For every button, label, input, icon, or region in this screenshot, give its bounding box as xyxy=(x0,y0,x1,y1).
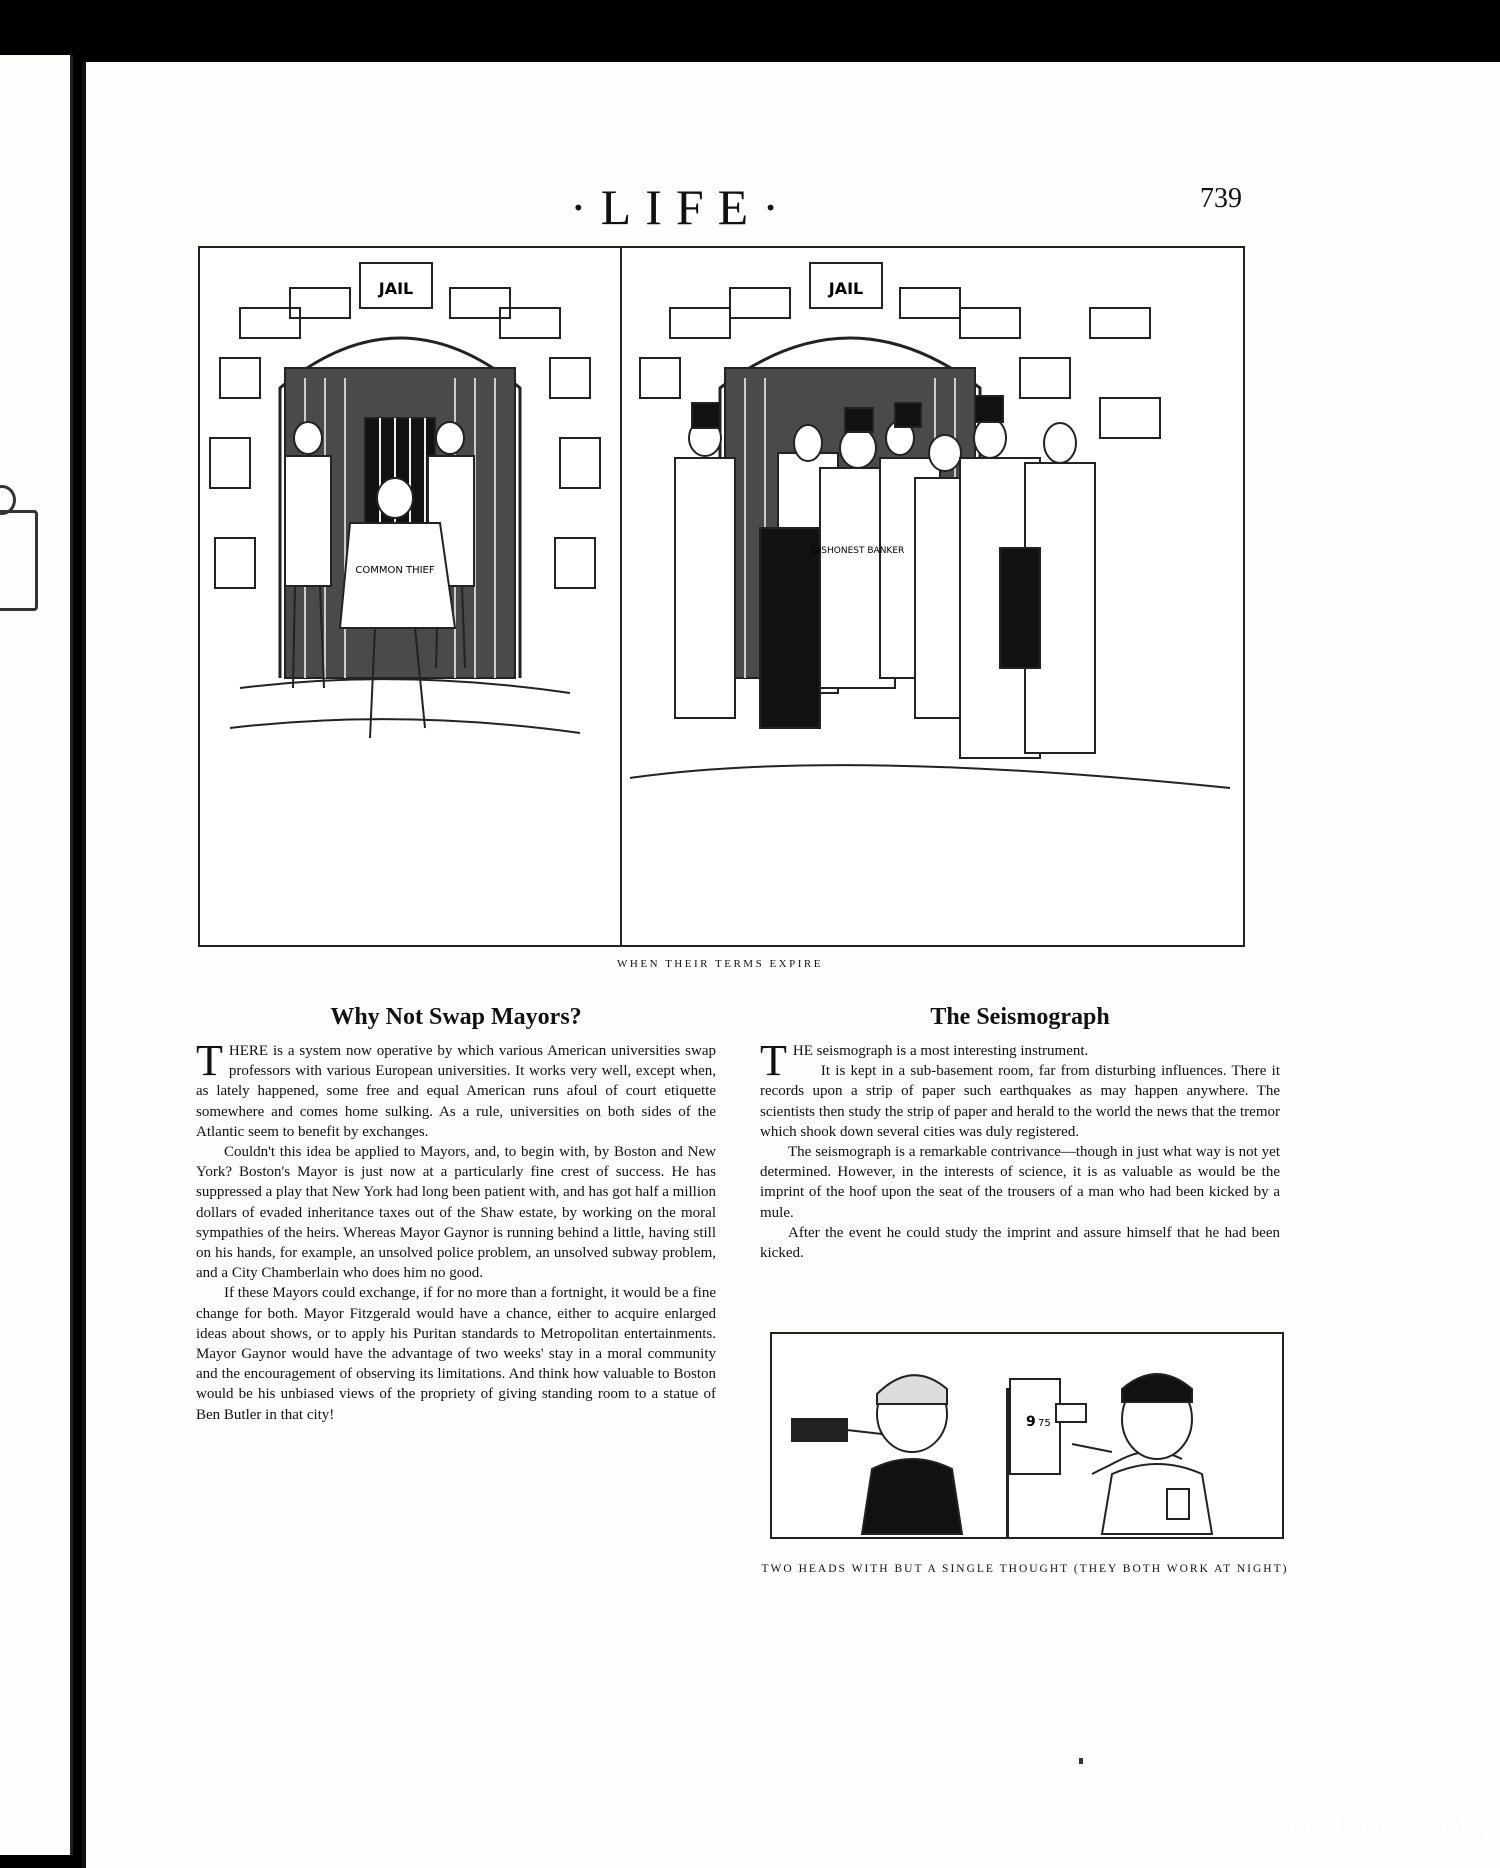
facing-page-edge xyxy=(0,55,73,1855)
meter-digit-right: 75 xyxy=(1038,1418,1051,1429)
site-watermark: comicbooks.com xyxy=(1230,1810,1490,1846)
jail-cartoon-illustration xyxy=(200,248,1243,945)
common-thief-label: COMMON THIEF xyxy=(355,565,435,576)
article-paragraph: Couldn't this idea be applied to Mayors, and, to begin with, by Boston and New York? Boston's Mayor is just now at a particularly fine crest of success. He has suppressed a play that New York had long been patient with, and has got half a million dollars of evaded inheritance taxes out of the Shaw estate, by working on the moral sympathies of the heirs. Whereas Mayor Gaynor is running behind a little, having still on his hands, for example, an unsolved police problem, an unsolved subway problem, and a City Chamberlain who does him no good. xyxy=(196,1144,716,1282)
article-paragraph: If these Mayors could exchange, if for no more than a fortnight, it would be a fine change for both. Mayor Fitzgerald would have a chance, either to acquire enlarged ideas about shows, or to apply his Puritan standards to Metropolitan entertainments. Mayor Gaynor would have the advantage of two weeks' stay in a moral community and the encouragement of observing its limitations. And think how valuable to Boston would be his unbiased views of the propriety of giving standing room to a statue of Ben Butler in that city! xyxy=(196,1285,716,1423)
masthead: ·LIFE· xyxy=(570,179,793,235)
small-cartoon-illustration xyxy=(772,1334,1282,1537)
facing-page-illustration-fragment-2 xyxy=(0,510,38,611)
dishonest-banker-label: DISHONEST BANKER xyxy=(811,546,905,556)
jail-sign-1: JAIL xyxy=(378,279,414,298)
small-cartoon-caption: TWO HEADS WITH BUT A SINGLE THOUGHT (THEY BOTH WORK AT NIGHT) xyxy=(761,1563,1289,1575)
drop-cap: T xyxy=(196,1036,223,1085)
drop-cap: T xyxy=(760,1036,787,1085)
burglar-policeman-cartoon xyxy=(770,1332,1284,1539)
page-binding-edge xyxy=(82,62,86,1868)
article-paragraph: After the event he could study the imprint and assure himself that he had been kicked. xyxy=(760,1224,1280,1262)
article-paragraph: THE seismograph is a most interesting instrument. xyxy=(760,1036,1089,1085)
article-title: The Seismograph xyxy=(930,1004,1110,1030)
article-the-seismograph xyxy=(760,1004,1280,1263)
page-speck xyxy=(1079,1758,1083,1764)
meter-digit-left: 9 xyxy=(1026,1414,1036,1430)
panel-2 xyxy=(630,263,1230,788)
page-number: 739 xyxy=(1200,183,1242,214)
article-title: Why Not Swap Mayors? xyxy=(330,1004,582,1030)
article-paragraph: The seismograph is a remarkable contrivance—though in just what way is not yet determined. However, in the interests of science, it is as valuable as would be the imprint of the hoof upon the seat of the trousers of a man who had been kicked by a mule. xyxy=(760,1144,1280,1221)
article-why-not-swap-mayors xyxy=(196,1004,716,1425)
article-paragraph: It is kept in a sub-basement room, far from disturbing influences. There it records upon a strip of paper such earthquakes as may happen anywhere. The scientists then study the strip of paper and herald to the world the news that the tremor which shook down several cities was duly registered. xyxy=(760,1063,1280,1140)
article-paragraph: THERE is a system now operative by which various American universities swap professors with various European universities. It works very well, except when, as lately happened, some free and equal American runs afoul of court etiquette somewhere and comes home sulking. As a rule, universities on both sides of the Atlantic seem to benefit by exchanges. xyxy=(196,1036,716,1140)
jail-sign-2: JAIL xyxy=(828,279,864,298)
panel-1 xyxy=(210,263,600,738)
top-cartoon xyxy=(198,246,1245,947)
top-cartoon-caption: WHEN THEIR TERMS EXPIRE xyxy=(617,958,823,970)
